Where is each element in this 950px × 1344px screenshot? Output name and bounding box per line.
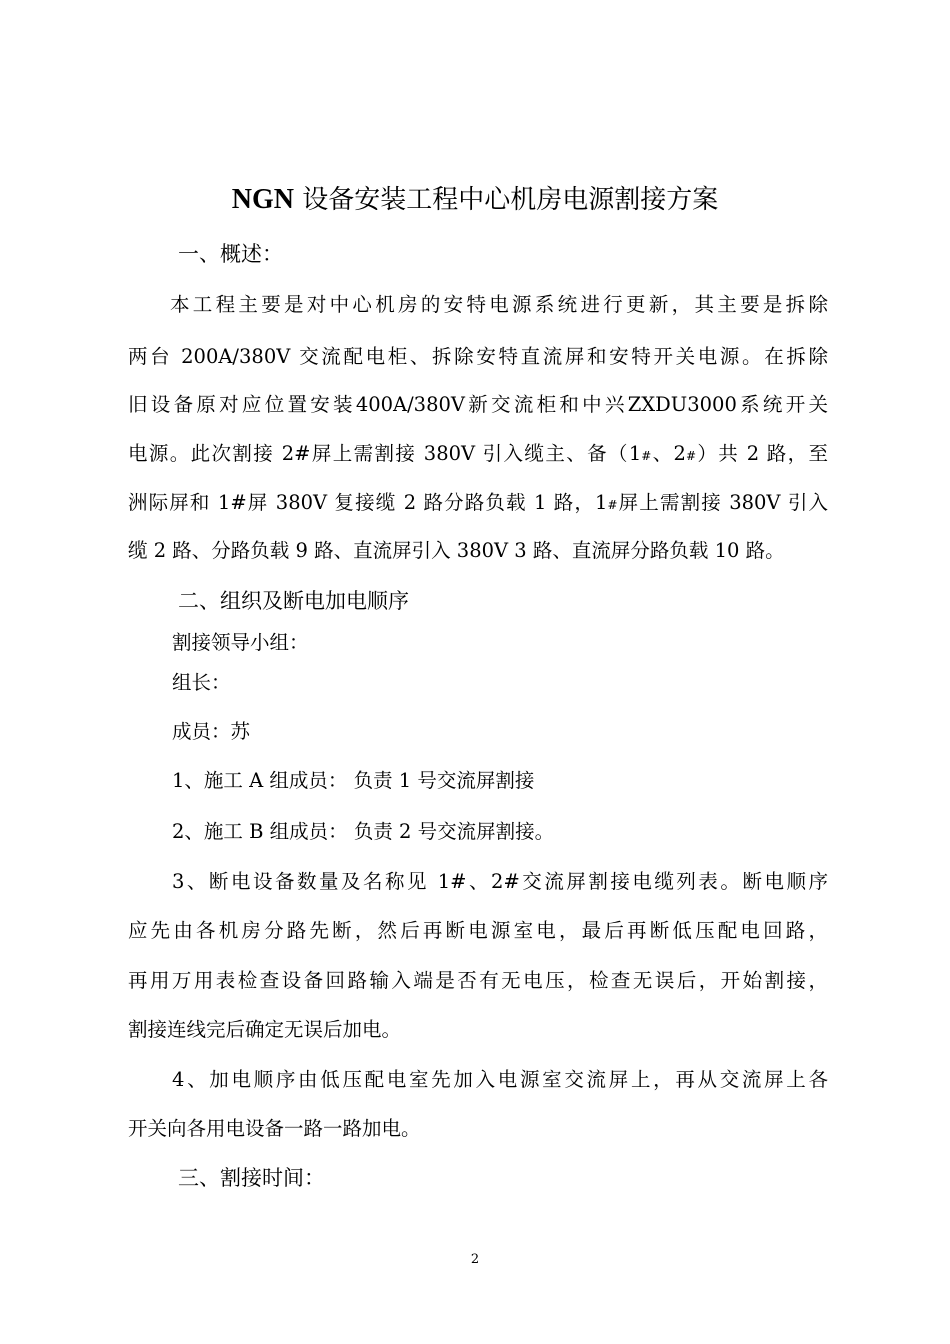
item-4-line-2: 开关向各用电设备一路一路加电。 (128, 1117, 421, 1140)
line-4-text-e: ）共 2 路，至 (696, 442, 828, 465)
item-1: 1、施工 A 组成员： 负责 1 号交流屏割接 (172, 769, 535, 792)
title-bold-part: NGN (231, 184, 294, 215)
section-3-heading: 三、割接时间： (178, 1166, 325, 1190)
item-3-line-3: 再用万用表检查设备回路输入端是否有无电压，检查无误后，开始割接， (128, 969, 828, 992)
item-4-line-1: 4、加电顺序由低压配电室先加入电源室交流屏上，再从交流屏上各 (172, 1068, 828, 1091)
item-3-line-4: 割接连线完后确定无误后加电。 (128, 1018, 402, 1041)
section-1-line-6: 缆 2 路、分路负载 9 路、直流屏引入 380V 3 路、直流屏分路负载 10 路。 (128, 539, 785, 562)
item-3-line-1: 3、断电设备数量及名称见 1#、2#交流屏割接电缆列表。断电顺序 (172, 870, 828, 893)
document-title (0, 180, 950, 220)
section-1-line-1: 本工程主要是对中心机房的安特电源系统进行更新，其主要是拆除 (170, 293, 828, 316)
hash-mark-3: # (607, 498, 618, 512)
line-4-text-c: 、2 (651, 442, 686, 465)
section-2-heading: 二、组织及断电加电顺序 (178, 589, 409, 613)
item-3-line-2: 应先由各机房分路先断，然后再断电源室电，最后再断低压配电回路， (128, 919, 828, 942)
page-number: 2 (470, 1252, 480, 1267)
members-label: 成员：苏 (172, 720, 251, 743)
line-5-text-a: 洲际屏和 1#屏 380V 复接缆 2 路分路负载 1 路，1 (128, 491, 608, 514)
hash-mark-1: # (641, 449, 652, 463)
section-1-line-2: 两台 200A/380V 交流配电柜、拆除安特直流屏和安特开关电源。在拆除 (128, 345, 828, 368)
section-1-line-3: 旧设备原对应位置安装400A/380V新交流柜和中兴ZXDU3000系统开关 (128, 393, 828, 416)
title-main-part: 设备安装工程中心机房电源割接方案 (302, 185, 719, 215)
hash-mark-2: # (685, 449, 697, 463)
line-5-text-c: 屏上需割接 380V 引入 (617, 491, 829, 514)
section-1-line-4 (128, 438, 828, 472)
leader-group-label: 割接领导小组： (172, 631, 309, 654)
line-4-text-a: 电源。此次割接 2#屏上需割接 380V 引入缆主、备（1 (128, 442, 642, 465)
section-1-line-5 (128, 487, 828, 521)
item-2: 2、施工 B 组成员： 负责 2 号交流屏割接。 (172, 820, 555, 843)
leader-label: 组长： (172, 671, 231, 694)
section-1-heading: 一、概述： (178, 242, 283, 266)
